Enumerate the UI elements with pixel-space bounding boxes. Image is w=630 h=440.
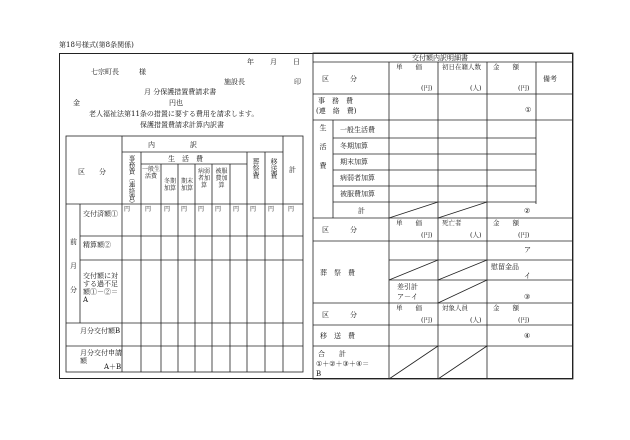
tanka-3: 単 価 — [396, 304, 422, 312]
seikatsu-label: 生活費 — [319, 124, 327, 181]
date-month: 月 — [270, 58, 277, 66]
unit-yen: 円 — [268, 206, 275, 213]
right-kingaku-unit: (円) — [518, 84, 530, 92]
row-monthly-request-formula: A＋B — [104, 363, 122, 371]
kingaku-2: 金 額 — [493, 219, 519, 227]
right-tanka-unit: (円) — [421, 84, 433, 92]
unit-yen: 円 — [164, 206, 171, 213]
row-settled: 精算額② — [83, 241, 111, 249]
amount-suffix: 円也 — [169, 99, 183, 107]
shibou: 死亡者 — [442, 219, 462, 227]
col-sousai: 葬祭費 — [252, 158, 260, 179]
taishou-unit: (人) — [470, 316, 482, 324]
sashihiki: 差引計 — [397, 283, 418, 291]
tanka-2-unit: (円) — [421, 231, 433, 239]
honorific: 様 — [139, 68, 146, 76]
col-kimatsu-winter: 冬期加算 — [163, 178, 176, 192]
unit-yen: 円 — [215, 206, 222, 213]
col-seikatsu: 生 活 費 — [168, 155, 203, 163]
col-byojaku: 病弱者加算 — [197, 168, 210, 189]
addressee: 七宗町長 — [91, 68, 119, 76]
right-kingaku: 金 額 — [493, 63, 519, 71]
right-shoniti: 初日在籍人数 — [442, 63, 481, 71]
circle-2: ② — [524, 207, 531, 215]
tanka-2: 単 価 — [396, 219, 422, 227]
col-isou: 移送費 — [270, 158, 278, 179]
shibou-unit: (人) — [470, 231, 482, 239]
renraku: (連 絡 費) — [316, 107, 357, 115]
date-day: 日 — [293, 58, 300, 66]
isouhi: 移 送 費 — [320, 332, 355, 340]
right-kubun: 区 分 — [322, 75, 357, 83]
item-sick: 病弱者加算 — [340, 174, 375, 182]
right-shoniti-unit: (人) — [470, 84, 482, 92]
row-difference: 交付額に対する過不足額①－②＝A — [83, 272, 118, 304]
kingaku-3: 金 額 — [493, 304, 519, 312]
kingaku-3-unit: (円) — [518, 316, 530, 324]
side-zen: 前 — [70, 238, 77, 246]
row-issued: 交付済額① — [83, 210, 118, 218]
goukei: 合 計 — [318, 350, 346, 358]
jimuhi: 事 務 費 — [318, 97, 353, 105]
circle-3: ③ — [524, 293, 531, 301]
item-yearend: 期末加算 — [340, 158, 368, 166]
row-monthly-request: 月分交付申請額 — [80, 349, 122, 365]
kubun-2: 区 分 — [322, 226, 357, 234]
seal: 印 — [294, 78, 301, 86]
unit-yen: 円 — [198, 206, 205, 213]
mark-a: ア — [524, 246, 531, 254]
row-monthly-issue: 月分交付額B — [80, 327, 121, 335]
side-tsuki: 月 — [70, 262, 77, 270]
kubun-3: 区 分 — [322, 311, 357, 319]
mark-i: イ — [524, 272, 531, 280]
kingaku-2-unit: (円) — [518, 231, 530, 239]
unit-yen: 円 — [250, 206, 257, 213]
form-number: 第18号様式(第8条関係) — [59, 41, 134, 49]
tanka-3-unit: (円) — [421, 316, 433, 324]
goukei-formula-b: B — [316, 370, 322, 378]
unit-yen: 円 — [181, 206, 188, 213]
amount-prefix: 金 — [73, 99, 80, 107]
col-ippan: 一般生活費 — [142, 166, 161, 180]
circle-4: ④ — [524, 332, 531, 340]
right-title: 交付額内訳明細書 — [412, 54, 468, 62]
date-year: 年 — [247, 58, 254, 66]
right-tanka: 単 価 — [396, 63, 422, 71]
col-jimu: 事務費（連絡費） — [127, 155, 136, 207]
goukei-formula: ①＋②＋③＋④＝ — [316, 360, 370, 368]
col-nenmatsu: 期末加算 — [180, 178, 193, 192]
col-hifuku: 被服費加算 — [215, 168, 228, 189]
col-kubun: 区 分 — [78, 168, 106, 176]
unit-yen: 円 — [233, 206, 240, 213]
col-uchiwake: 内 訳 — [148, 141, 197, 149]
unit-yen: 円 — [145, 206, 152, 213]
side-bun: 分 — [70, 286, 77, 294]
item-winter: 冬期加算 — [340, 142, 368, 150]
right-bikou: 備考 — [543, 75, 557, 83]
col-kei: 計 — [289, 166, 296, 174]
unit-yen: 円 — [288, 206, 295, 213]
item-ippan: 一般生活費 — [340, 126, 375, 134]
table-title: 保護措置費請求計算内訳書 — [140, 121, 224, 129]
request-title: 月 分保護措置費請求書 — [144, 88, 217, 96]
taishou: 対象人員 — [442, 304, 468, 312]
seikatsu-kei: 計 — [358, 207, 365, 215]
item-clothing: 被服費加算 — [340, 190, 375, 198]
statement: 老人福祉法第11条の措置に要する費用を請求します。 — [89, 110, 259, 118]
ireikin: 慰留金品 — [491, 263, 519, 271]
sousaihi: 葬 祭 費 — [320, 269, 355, 277]
circle-1: ① — [525, 106, 532, 114]
a-minus-i: ア－イ — [397, 293, 418, 301]
facility-head: 施設長 — [224, 78, 245, 86]
unit-yen: 円 — [124, 206, 131, 213]
